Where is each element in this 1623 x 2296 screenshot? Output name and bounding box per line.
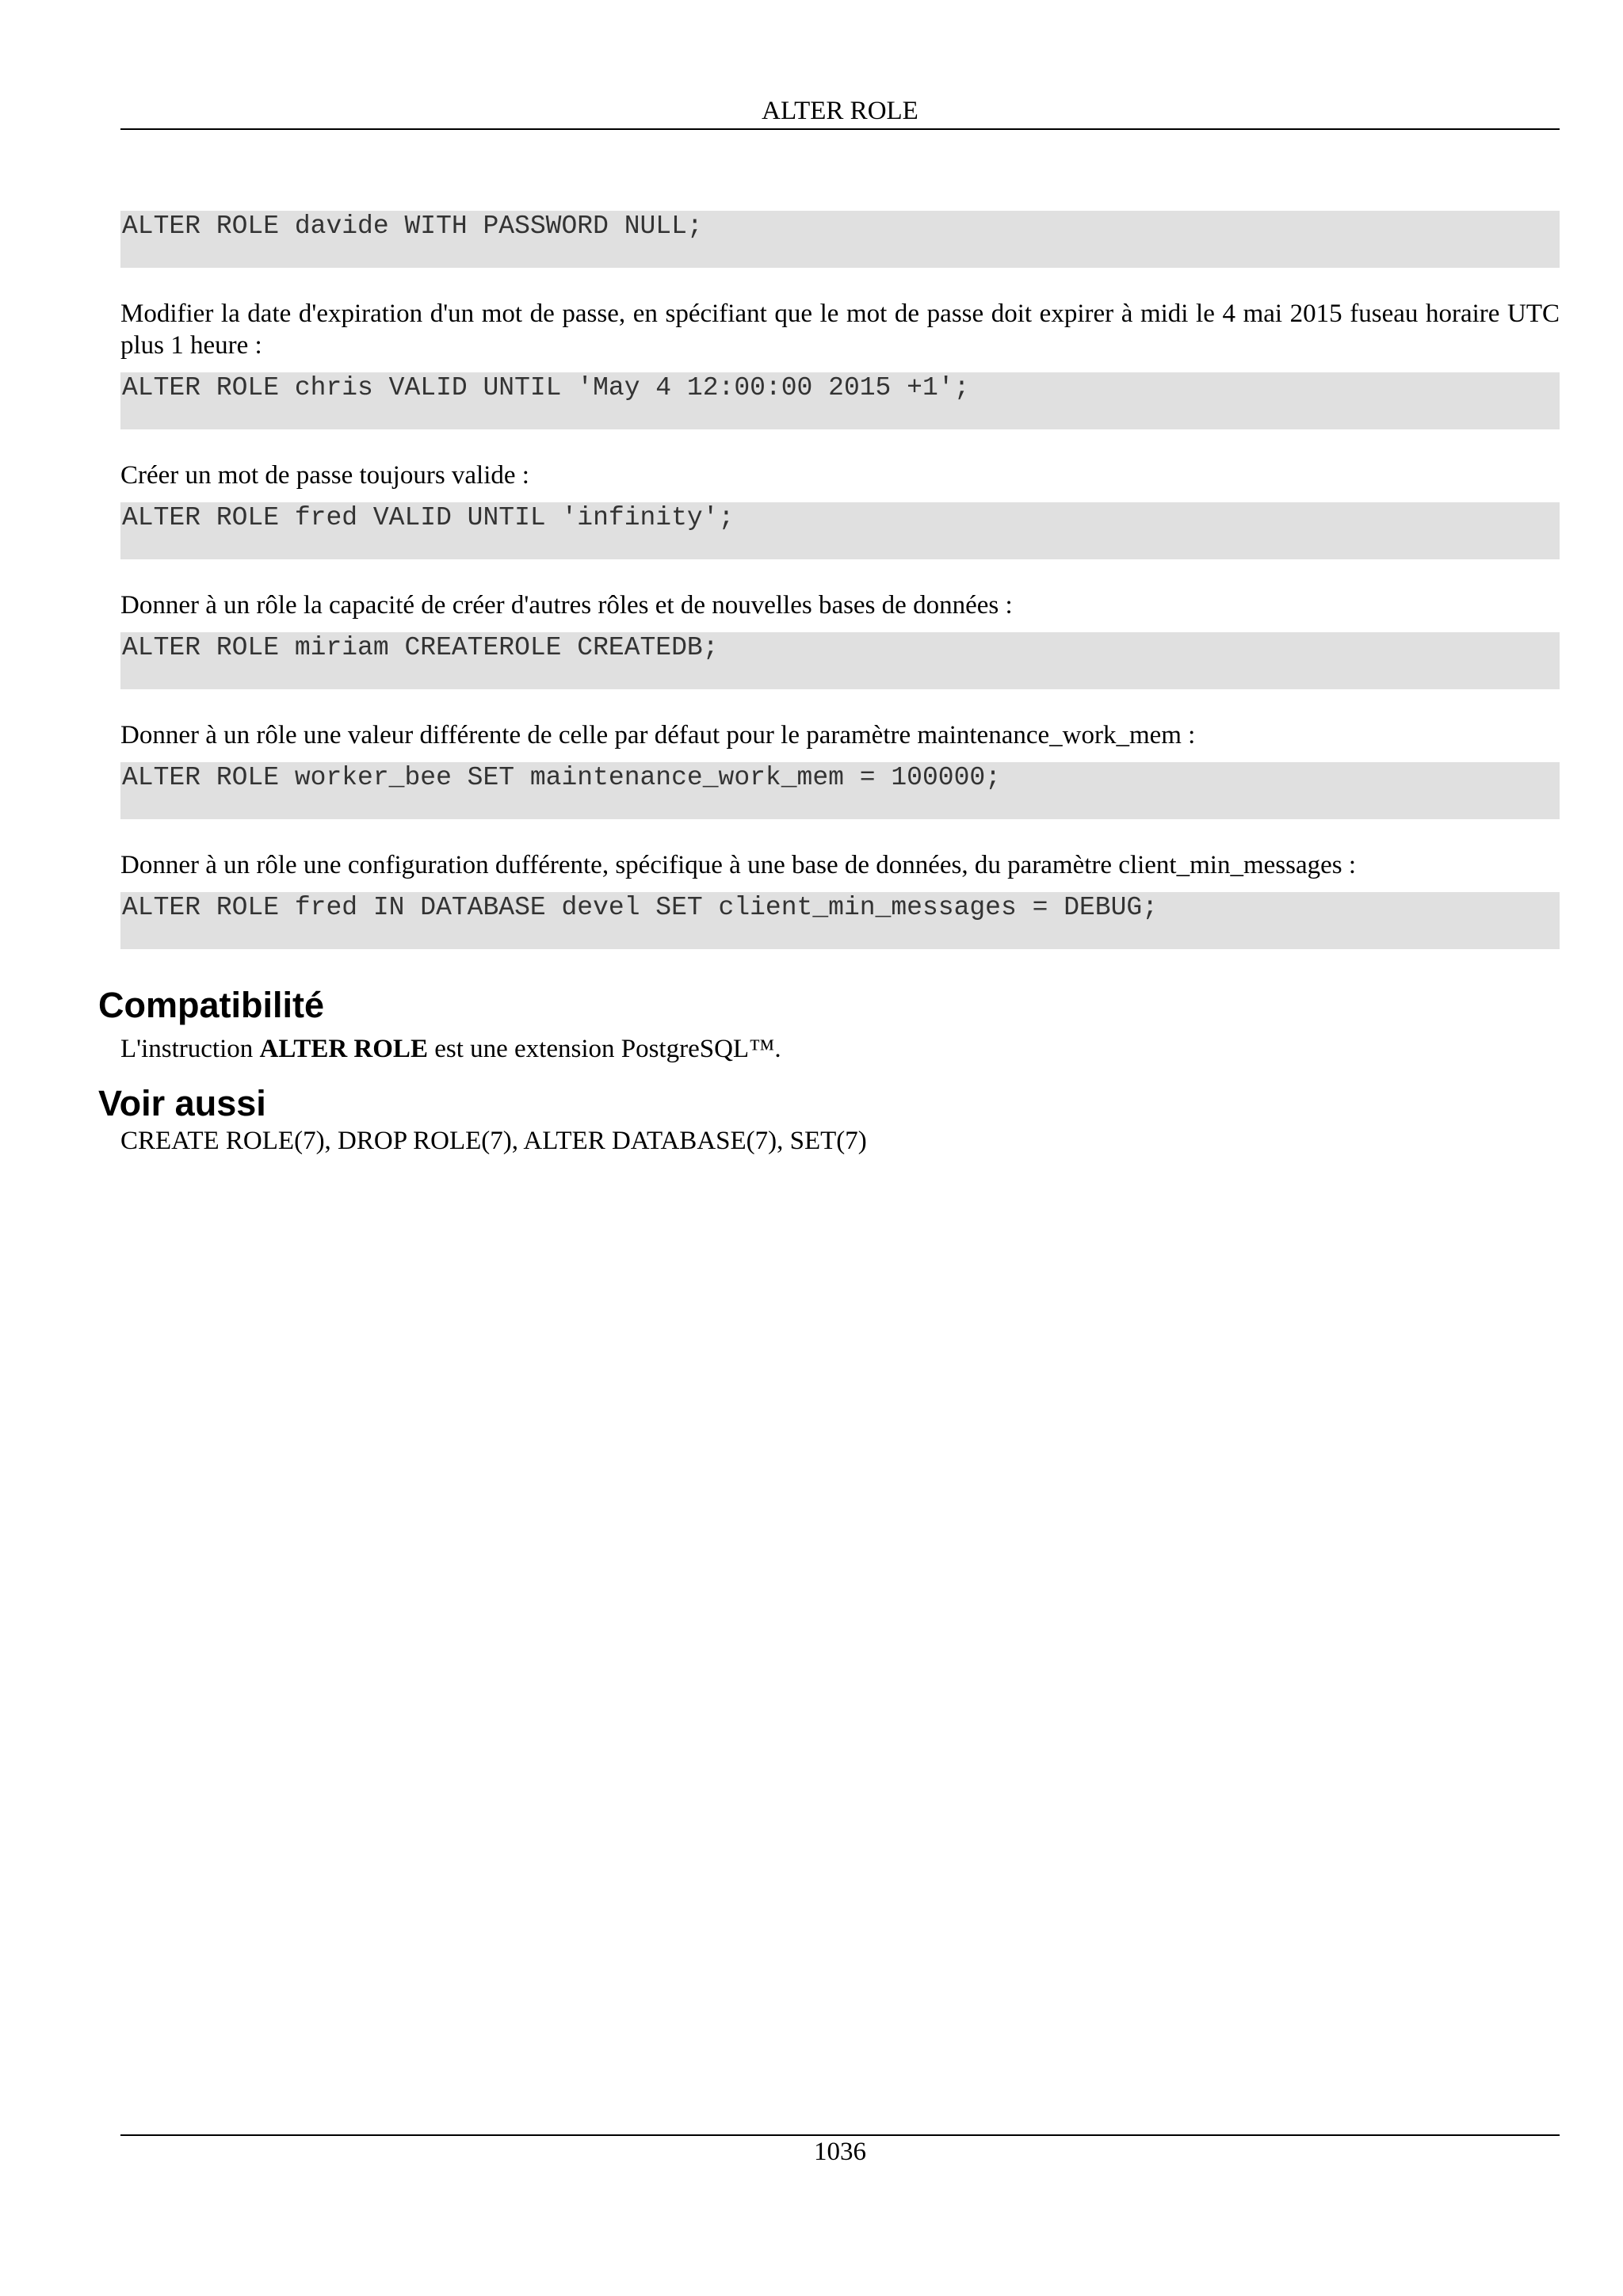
example-description: Créer un mot de passe toujours valide : xyxy=(120,461,529,490)
see-also-text: CREATE ROLE(7), DROP ROLE(7), ALTER DATABASE(7), SET(7) xyxy=(120,1127,867,1155)
section-title-compatibility: Compatibilité xyxy=(98,985,325,1025)
code-block-valid-until: ALTER ROLE chris VALID UNTIL 'May 4 12:00:00 2015 +1'; xyxy=(120,372,1560,429)
example-description: Donner à un rôle une configuration dufférente, spécifique à une base de données, du paramètre client_min_messages : xyxy=(120,851,1356,879)
header-rule xyxy=(120,128,1560,130)
code-block-infinity: ALTER ROLE fred VALID UNTIL 'infinity'; xyxy=(120,502,1560,559)
compatibility-text xyxy=(120,1033,1560,1065)
running-header: ALTER ROLE xyxy=(762,97,918,125)
compat-command-name: ALTER ROLE xyxy=(259,1035,428,1063)
example-description: Donner à un rôle une valeur différente de celle par défaut pour le paramètre maintenance_work_mem : xyxy=(120,721,1196,749)
page-number: 1036 xyxy=(814,2138,866,2166)
code-block-createrole: ALTER ROLE miriam CREATEROLE CREATEDB; xyxy=(120,632,1560,689)
code-block-client-min-messages: ALTER ROLE fred IN DATABASE devel SET client_min_messages = DEBUG; xyxy=(120,892,1560,949)
code-block-password-null: ALTER ROLE davide WITH PASSWORD NULL; xyxy=(120,211,1560,268)
example-description: Donner à un rôle la capacité de créer d'autres rôles et de nouvelles bases de données : xyxy=(120,591,1013,620)
section-title-see-also: Voir aussi xyxy=(98,1083,266,1123)
example-description: Modifier la date d'expiration d'un mot de passe, en spécifiant que le mot de passe doit expirer à midi le 4 mai 2015 fuseau horaire UTC plus 1 heure : xyxy=(120,299,1560,360)
code-block-maintenance-work-mem: ALTER ROLE worker_bee SET maintenance_work_mem = 100000; xyxy=(120,762,1560,819)
compat-text-after: est une extension PostgreSQL™. xyxy=(427,1035,781,1063)
page-content xyxy=(98,211,1560,1157)
compat-text-before: L'instruction xyxy=(120,1035,260,1063)
